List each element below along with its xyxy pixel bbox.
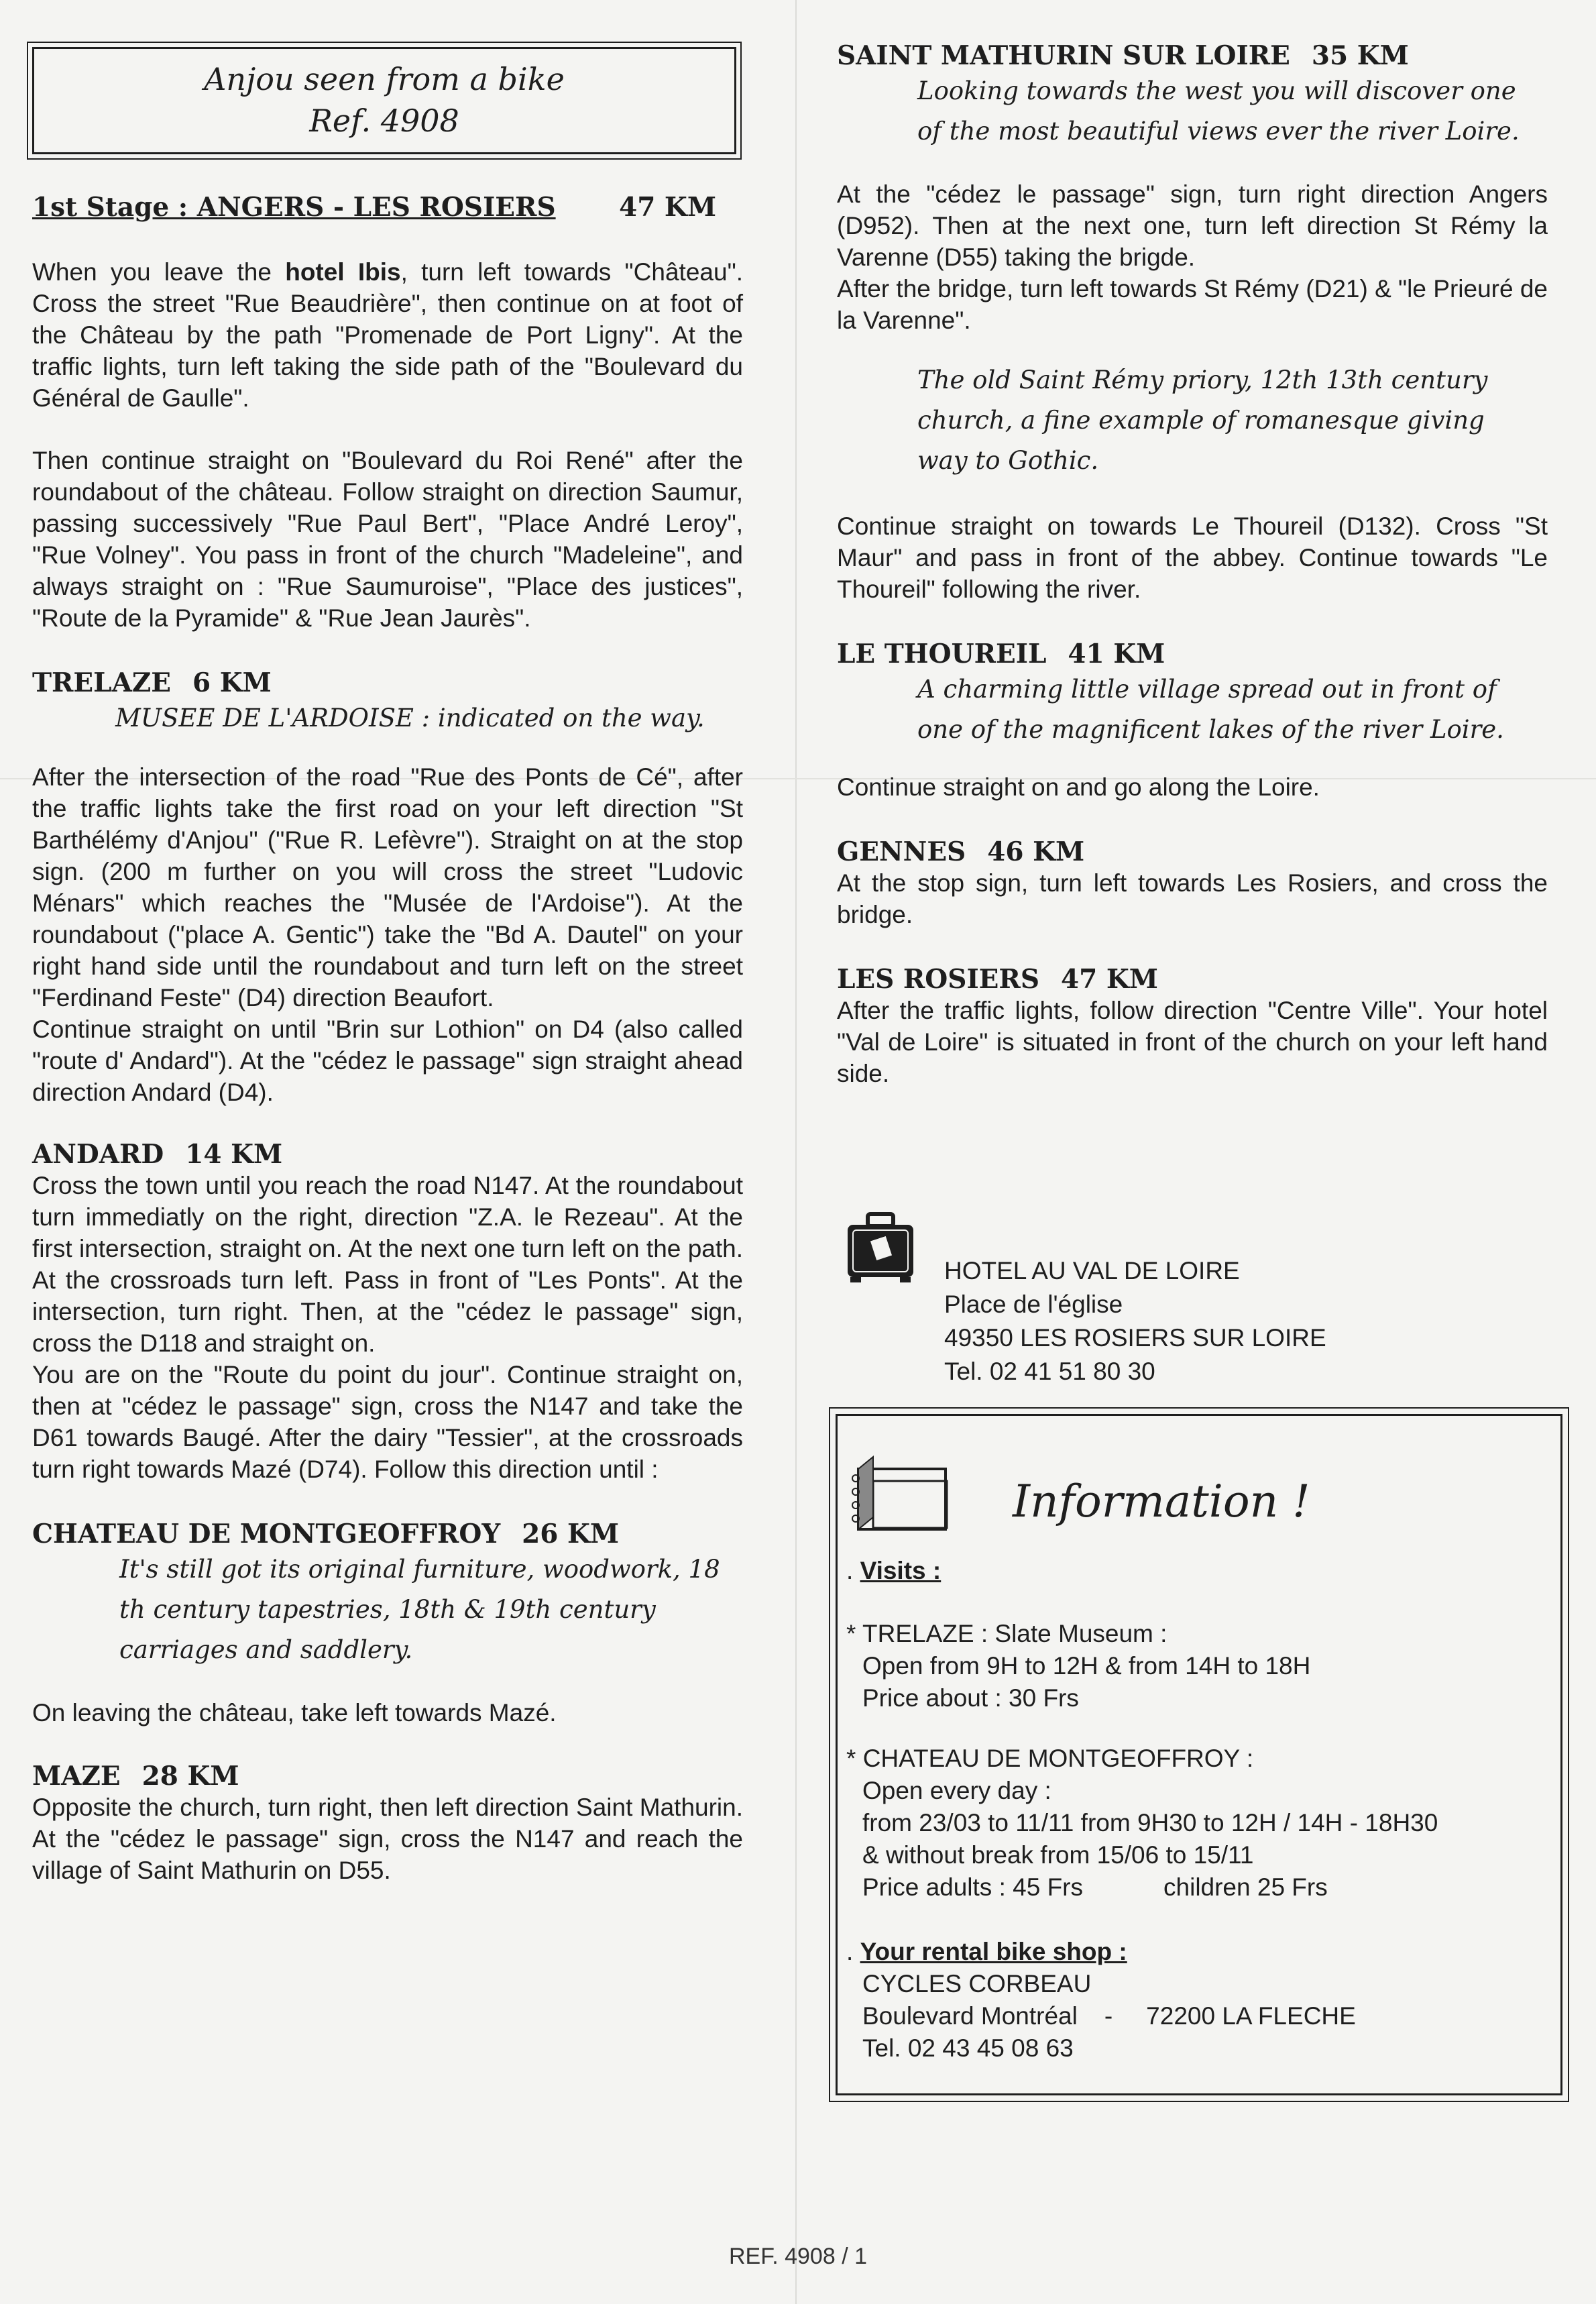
page-footer-ref: REF. 4908 / 1 <box>728 2244 867 2269</box>
trelaze-note-rest: : indicated on the way. <box>413 704 705 732</box>
chateau-info-open: Open every day : <box>862 1777 1051 1804</box>
title-line2: Ref. 4908 <box>309 103 459 139</box>
maze-heading <box>32 1761 743 1792</box>
paragraph-3b: Continue straight on until "Brin sur Lothion" on D4 (also called "route d' Andard"). At the "cédez le passage" sign straight ahead direction Andard (D4). <box>32 1016 743 1106</box>
stmathurin-heading <box>837 40 1548 71</box>
fold-line-vertical <box>795 0 797 2304</box>
chateau-price-children: children 25 Frs <box>1163 1873 1328 1901</box>
chateau-info-nobreak: & without break from 15/06 to 15/11 <box>862 1841 1254 1869</box>
trelaze-info-open: Open from 9H to 12H & from 14H to 18H <box>862 1652 1311 1680</box>
trelaze-km: 6 KM <box>192 667 272 698</box>
hotel-name: HOTEL AU VAL DE LOIRE <box>944 1257 1240 1284</box>
chateau-info-title: CHATEAU DE MONTGEOFFROY : <box>862 1745 1254 1772</box>
gennes-km: 46 KM <box>987 836 1085 867</box>
paragraph-4: Cross the town until you reach the road N147. At the roundabout turn immediatly on the right, direction "Z.A. le Rezeau". At the first intersection, straight on. At the next one turn left on the path. At the crossroads turn left. Pass in front of "Les Ponts". At the intersection, turn right. Then, at the "cédez le passage" sign, cross the D118 and straight on. <box>32 1172 743 1357</box>
paragraph-1-start: When you leave the <box>32 258 286 286</box>
left-column <box>32 47 743 1886</box>
rosiers-km: 47 KM <box>1060 964 1158 995</box>
bike-shop-info <box>846 1936 1356 2065</box>
information-title: Information ! <box>1013 1476 1310 1527</box>
paragraph-1-end: , turn left towards "Château". Cross the street "Rue Beaudrière", then continue on at foot of the Château by the path "Promenade de Port Ligny". At the traffic lights, turn left taking the side path of the "Boulevard du Général de Gaulle". <box>32 258 743 412</box>
visits-label: Visits : <box>860 1557 942 1584</box>
hotel-street: Place de l'église <box>944 1291 1123 1318</box>
title-box <box>32 47 736 154</box>
montgeoffroy-note: It's still got its original furniture, woodwork, 18 th century tapestries, 18th & 19th century carriages and saddlery. <box>119 1555 720 1664</box>
right-column <box>837 40 1548 1089</box>
stmathurin-note: Looking towards the west you will discover one of the most beautiful views ever the river Loire. <box>917 76 1520 146</box>
andard-km: 14 KM <box>185 1139 283 1170</box>
paragraph-2: Then continue straight on "Boulevard du Roi René" after the roundabout of the château. Follow straight on direction Saumur, passing successively "Rue Paul Bert", "Place André Leroy", "Rue Volney". You pass in front of the church "Madeleine", and always straight on : "Rue Saumuroise", "Place des justices", "Route de la Pyramide" & "Rue Jean Jaurès". <box>32 447 743 632</box>
bike-shop-name: CYCLES CORBEAU <box>862 1970 1092 1997</box>
thoureil-note: A charming little village spread out in front of one of the magnificent lakes of the river Loire. <box>917 675 1504 744</box>
rosiers-heading <box>837 964 1548 995</box>
trelaze-note-caps: MUSEE DE L'ARDOISE <box>115 704 414 732</box>
trelaze-info-title: TRELAZE : Slate Museum : <box>862 1620 1167 1647</box>
thoureil-name: LE THOUREIL <box>837 639 1047 669</box>
stage1-km: 47 KM <box>619 192 716 223</box>
paragraph-7: At the "cédez le passage" sign, turn right direction Angers (D952). Then at the next one, turn left direction St Rémy la Varenne (D55) taking the brigde. <box>837 180 1548 271</box>
bike-shop-tel: Tel. 02 43 45 08 63 <box>862 2034 1074 2062</box>
notebook-icon <box>846 1456 960 1539</box>
maze-km: 28 KM <box>141 1761 239 1792</box>
trelaze-name: TRELAZE <box>32 667 172 698</box>
bike-shop-label-line: . Your rental bike shop : <box>846 1938 1127 1965</box>
chateau-info-prices <box>846 1871 1438 1904</box>
bike-shop-dash: - <box>1104 2002 1113 2030</box>
title-line1: Anjou seen from a bike <box>204 61 565 97</box>
rosiers-name: LES ROSIERS <box>837 964 1039 995</box>
suitcase-icon <box>844 1207 917 1286</box>
thoureil-heading <box>837 639 1548 669</box>
paragraph-11: After the traffic lights, follow direction "Centre Ville". Your hotel "Val de Loire" is situated in front of the church on your left hand side. <box>837 997 1548 1087</box>
paragraph-5: On leaving the château, take left towards Mazé. <box>32 1699 557 1726</box>
trelaze-info <box>846 1618 1310 1714</box>
trelaze-info-line: * TRELAZE : Slate Museum : <box>846 1620 1167 1647</box>
stage1-heading <box>32 192 716 223</box>
maze-name: MAZE <box>32 1761 121 1792</box>
andard-name: ANDARD <box>32 1139 164 1170</box>
hotel-ibis: hotel Ibis <box>285 258 401 286</box>
paragraph-1 <box>32 256 743 414</box>
bike-shop-label: Your rental bike shop : <box>860 1938 1127 1965</box>
bike-shop-city: 72200 LA FLECHE <box>1146 2002 1356 2030</box>
paragraph-10: At the stop sign, turn left towards Les Rosiers, and cross the bridge. <box>837 869 1548 928</box>
bike-shop-address <box>846 2000 1356 2032</box>
paragraph-4b: You are on the "Route du point du jour". Continue straight on, then at "cédez le passage" sign, cross the N147 and take the D61 towards Baugé. After the dairy "Tessier", at the crossroads turn right towards Mazé (D74). Follow this direction until : <box>32 1361 743 1483</box>
trelaze-info-price: Price about : 30 Frs <box>862 1684 1079 1712</box>
gennes-heading <box>837 836 1548 867</box>
trelaze-heading <box>32 667 743 698</box>
stmathurin-name: SAINT MATHURIN SUR LOIRE <box>837 40 1290 71</box>
gennes-name: GENNES <box>837 836 966 867</box>
andard-heading <box>32 1139 743 1170</box>
chateau-info-line: * CHATEAU DE MONTGEOFFROY : <box>846 1745 1254 1772</box>
priory-note: The old Saint Rémy priory, 12th 13th century church, a fine example of romanesque giving way to Gothic. <box>917 366 1488 475</box>
paragraph-9: Continue straight on and go along the Loire. <box>837 773 1320 801</box>
paragraph-8: Continue straight on towards Le Thoureil (D132). Cross "St Maur" and pass in front of the abbey. Continue towards "Le Thoureil" following the river. <box>837 512 1548 603</box>
paragraph-3: After the intersection of the road "Rue des Ponts de Cé", after the traffic lights take the first road on your left direction "St Barthélémy d'Anjou" ("Rue R. Lefèvre"). Straight on at the stop sign. (200 m further on you will cross the street "Ludovic Ménars" which reaches the "Musée de l'Ardoise"). At the roundabout ("place A. Gentic") take the "Bd A. Dautel" on your right hand side until the roundabout and turn left on the street "Ferdinand Feste" (D4) direction Beaufort. <box>32 763 743 1011</box>
paragraph-6: Opposite the church, turn right, then left direction Saint Mathurin. At the "cédez le passage" sign, cross the N147 and reach the village of Saint Mathurin on D55. <box>32 1794 743 1884</box>
thoureil-km: 41 KM <box>1068 639 1165 669</box>
chateau-info-dates: from 23/03 to 11/11 from 9H30 to 12H / 14H - 18H30 <box>862 1809 1438 1836</box>
hotel-address <box>944 1254 1326 1388</box>
chateau-price-adults: Price adults : 45 Frs <box>862 1873 1084 1901</box>
trelaze-note <box>115 698 743 738</box>
stage1-label: 1st Stage : ANGERS - LES ROSIERS <box>32 192 556 223</box>
montgeoffroy-km: 26 KM <box>522 1519 620 1549</box>
montgeoffroy-heading <box>32 1519 743 1549</box>
visits-label-line: . Visits : <box>846 1557 942 1584</box>
stmathurin-km: 35 KM <box>1311 40 1409 71</box>
hotel-tel: Tel. 02 41 51 80 30 <box>944 1358 1155 1385</box>
bike-shop-street: Boulevard Montréal <box>862 2002 1078 2030</box>
paragraph-7b: After the bridge, turn left towards St Rémy (D21) & "le Prieuré de la Varenne". <box>837 275 1548 334</box>
hotel-city: 49350 LES ROSIERS SUR LOIRE <box>944 1324 1326 1352</box>
montgeoffroy-name: CHATEAU DE MONTGEOFFROY <box>32 1519 501 1549</box>
chateau-info <box>846 1743 1438 1904</box>
